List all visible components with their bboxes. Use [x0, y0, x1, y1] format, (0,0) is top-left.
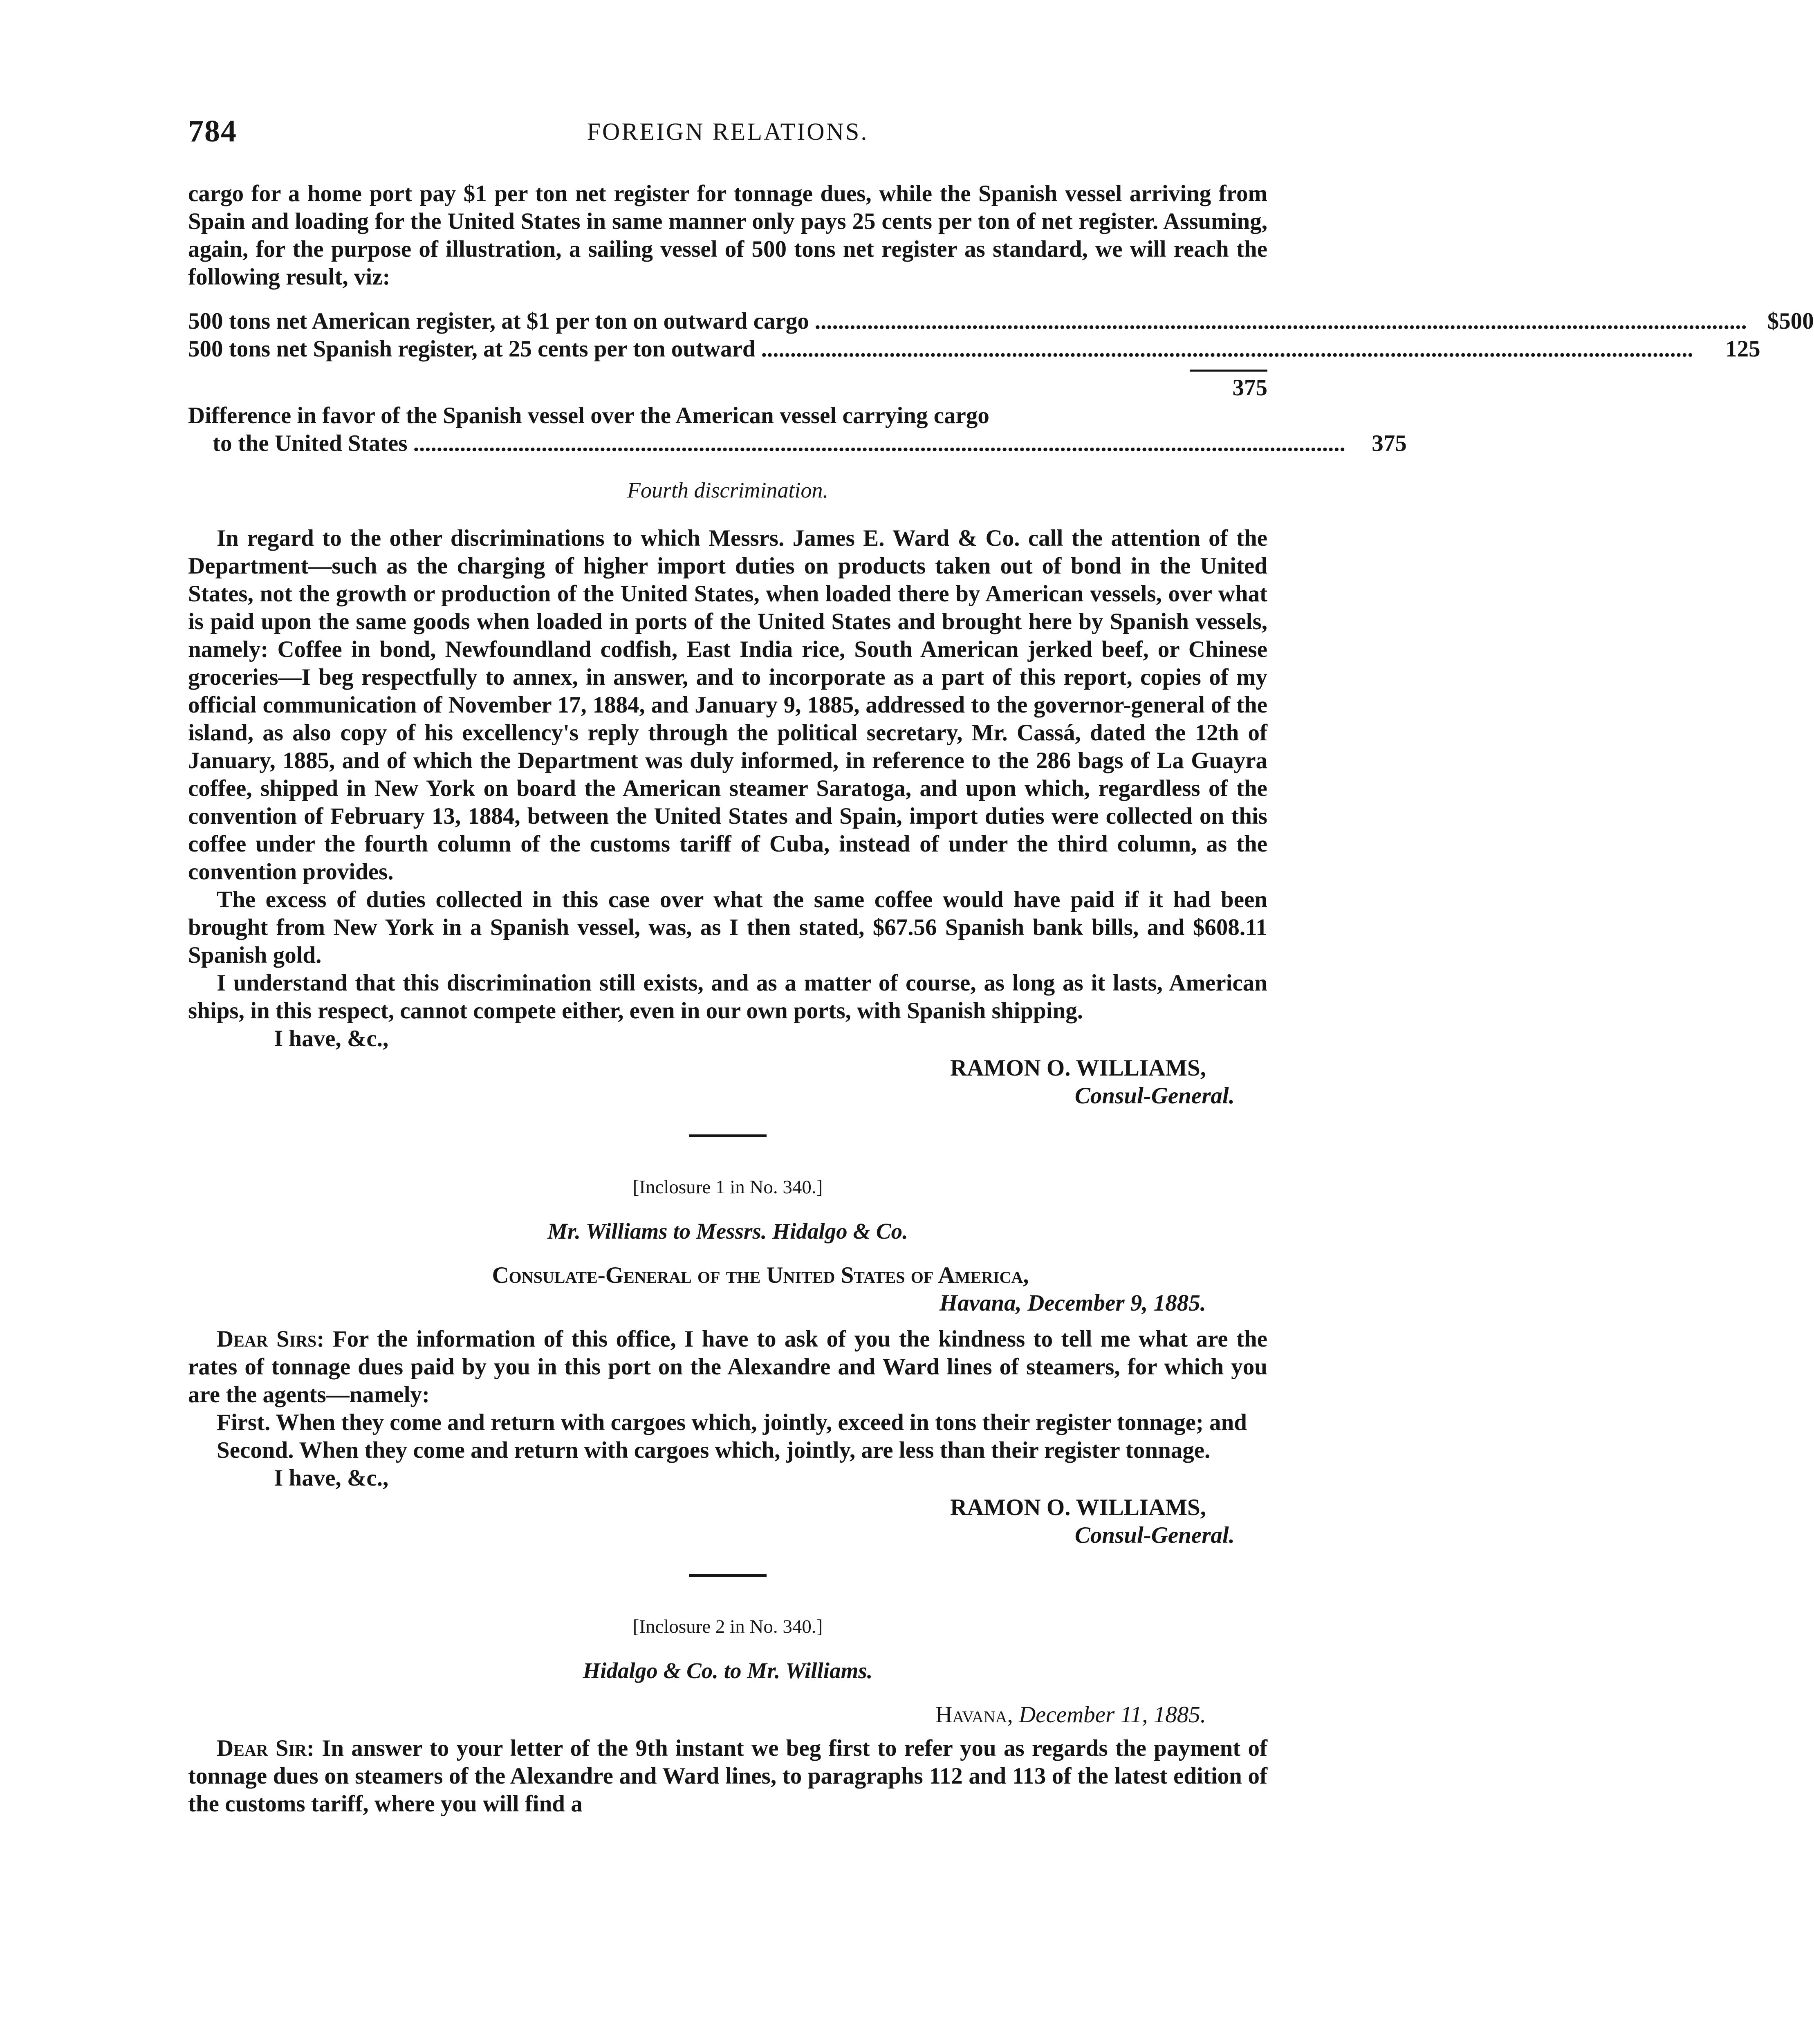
ledger-row-spanish	[188, 335, 1760, 363]
letter-paragraph: First. When they come and return with cargoes which, jointly, exceed in tons their register tonnage; and	[217, 1410, 1247, 1435]
signer-title: Consul-General.	[1074, 1522, 1235, 1548]
dateline	[188, 1262, 1267, 1317]
signer-name: RAMON O. WILLIAMS,	[950, 1055, 1206, 1081]
letter-paragraph: Second. When they come and return with cargoes which, jointly, are less than their register tonnage.	[217, 1437, 1211, 1463]
letter-date: Havana, December 9, 1885.	[939, 1290, 1206, 1316]
section-divider	[689, 1574, 767, 1577]
letter-body	[188, 1325, 1267, 1409]
difference-label-continued: to the United States	[213, 430, 408, 456]
salutation: Dear Sirs:	[217, 1326, 325, 1352]
page-header	[188, 114, 1267, 159]
page-body	[188, 180, 1814, 1818]
section-divider	[689, 1134, 767, 1137]
letter-text: In answer to your letter of the 9th instant we beg first to refer you as regards the payment of tonnage dues on steamers of the Alexandre and Ward lines, to paragraphs 112 and 113 of the latest edition of the customs tariff, where you will find a	[188, 1735, 1268, 1817]
dateline	[188, 1701, 1267, 1729]
letter-title: Mr. Williams to Messrs. Hidalgo & Co.	[547, 1219, 908, 1244]
ledger-amount: 125	[1725, 336, 1760, 362]
ledger-label: 500 tons net American register, at $1 per ton on outward cargo	[188, 308, 809, 334]
ledger-subtotal: 375	[1232, 375, 1267, 401]
page-number: 784	[188, 114, 237, 148]
letter-body	[188, 1735, 1267, 1818]
running-title: FOREIGN RELATIONS.	[587, 118, 869, 145]
ledger-amount: $500	[1767, 308, 1814, 334]
leader-dots: ................................................................................................................................................................	[814, 308, 1747, 334]
difference-amount: 375	[1372, 430, 1407, 456]
letter-place: Havana,	[935, 1702, 1013, 1728]
signature-block	[188, 1494, 1267, 1549]
body-paragraph: In regard to the other discriminations to which Messrs. James E. Ward & Co. call the attention of the Department—such as the charging of higher import duties on products taken out of bond in the United States, not the growth or production of the United States, when loaded there by American vessels, over what is paid upon the same goods when loaded in ports of the United States and brought here by Spanish vessels, namely: Coffee in bond, Newfoundland codfish, East India rice, South American jerked beef, or Chinese groceries—I beg respectfully to annex, in answer, and to incorporate as a part of this report, copies of my official communication of November 17, 1884, and January 9, 1885, addressed to the governor-general of the island, as also copy of his excellency's reply through the political secretary, Mr. Cassá, dated the 12th of January, 1885, and of which the Department was duly informed, in reference to the 286 bags of La Guayra coffee, shipped in New York on board the American steamer Saratoga, and upon which, regardless of the convention of February 13, 1884, between the United States and Spain, import duties were collected on this coffee under the fourth column of the customs tariff of Cuba, instead of under the third column, as the convention provides.	[188, 525, 1267, 885]
subtotal-rule	[1190, 370, 1267, 372]
signer-name: RAMON O. WILLIAMS,	[950, 1495, 1206, 1520]
tonnage-ledger	[188, 307, 1814, 457]
signature-block	[188, 1054, 1267, 1110]
closing: I have, &c.,	[274, 1026, 389, 1051]
body-paragraph: I understand that this discrimination still exists, and as a matter of course, as long as it lasts, American ships, in this respect, cannot compete either, even in our own ports, with Spanish shipping.	[188, 970, 1267, 1024]
closing: I have, &c.,	[274, 1465, 389, 1491]
intro-paragraph: cargo for a home port pay $1 per ton net register for tonnage dues, while the Spanish vessel arriving from Spain and loading for the United States in same manner only pays 25 cents per ton of net register. Assuming, again, for the purpose of illustration, a sailing vessel of 500 tons net register as standard, we will reach the following result, viz:	[188, 181, 1267, 290]
inclosure-label: [Inclosure 1 in No. 340.]	[632, 1177, 823, 1198]
salutation: Dear Sir:	[217, 1735, 314, 1761]
ledger-row-american	[188, 307, 1814, 335]
letter-title: Hidalgo & Co. to Mr. Williams.	[583, 1658, 873, 1683]
inclosure-label: [Inclosure 2 in No. 340.]	[632, 1616, 823, 1637]
ledger-difference: Difference in favor of the Spanish vessel over the American vessel carrying cargo to the United States ................................................................................................................................................................ 375	[188, 402, 1267, 457]
section-heading: Fourth discrimination.	[627, 478, 828, 502]
difference-label: Difference in favor of the Spanish vessel over the American vessel carrying cargo	[188, 403, 989, 428]
signer-title: Consul-General.	[1074, 1083, 1235, 1109]
ledger-label: 500 tons net Spanish register, at 25 cents per ton outward	[188, 336, 756, 362]
letter-text: For the information of this office, I have to ask of you the kindness to tell me what are the rates of tonnage dues paid by you in this port on the Alexandre and Ward lines of steamers, for which you are the agents—namely:	[188, 1326, 1268, 1407]
office-name: Consulate-General of the United States of America,	[492, 1262, 1029, 1288]
letter-date: December 11, 1885.	[1019, 1702, 1206, 1728]
body-paragraph: The excess of duties collected in this case over what the same coffee would have paid if it had been brought from New York in a Spanish vessel, was, as I then stated, $67.56 Spanish bank bills, and $608.11 Spanish gold.	[188, 887, 1267, 968]
leader-dots: ................................................................................................................................................................	[761, 336, 1693, 362]
